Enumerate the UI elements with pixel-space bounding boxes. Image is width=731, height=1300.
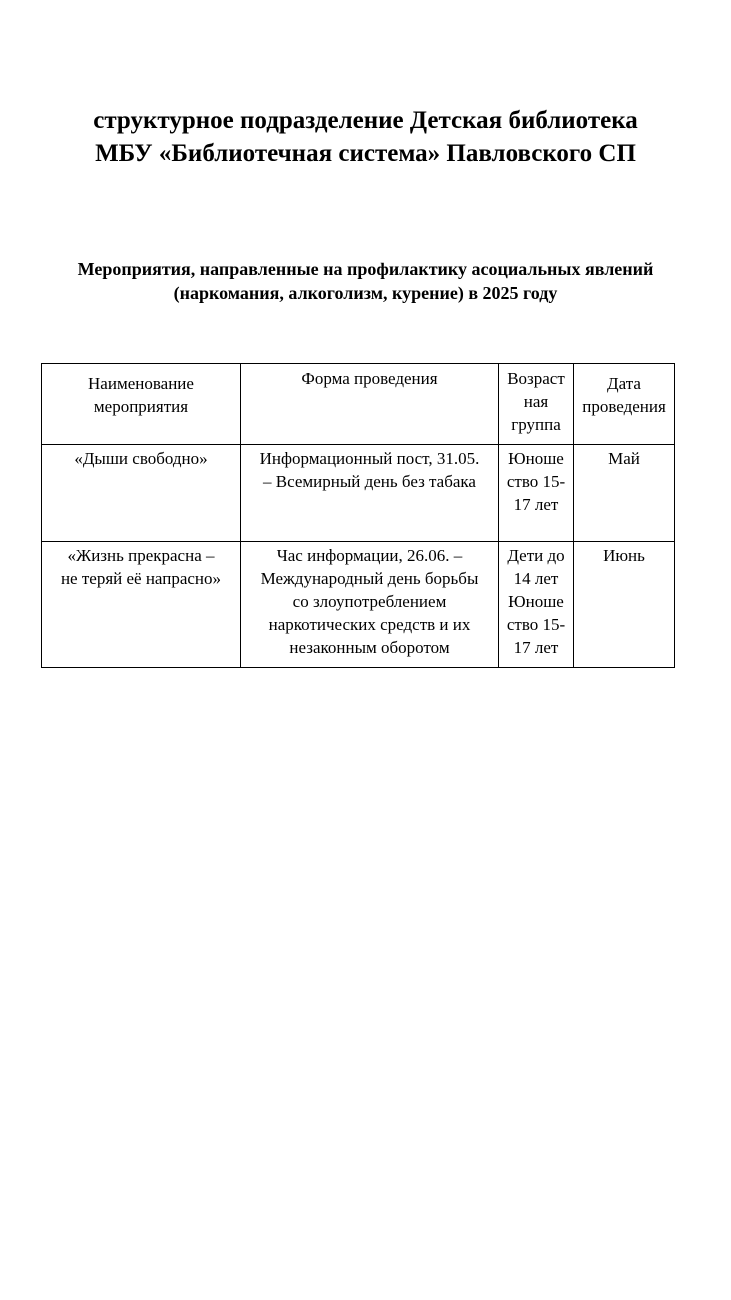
event-age-line: ство 15- xyxy=(506,472,566,491)
event-age-line: Юноше xyxy=(508,592,564,611)
header-cell-line: ная xyxy=(523,392,549,411)
event-format-line: наркотических средств и их xyxy=(268,615,471,634)
event-format-cell xyxy=(241,445,499,542)
event-format-cell xyxy=(241,542,499,668)
event-age-line: 17 лет xyxy=(513,495,559,514)
event-age-line: Дети до xyxy=(507,546,565,565)
event-name-line: не теряй её напрасно» xyxy=(60,569,222,588)
event-name-cell xyxy=(42,445,241,542)
event-name-line: «Жизнь прекрасна – xyxy=(67,546,215,565)
table-row xyxy=(42,445,675,542)
header-cell-line: Дата xyxy=(607,374,641,393)
event-age-line: 14 лет xyxy=(513,569,559,588)
header-format xyxy=(241,364,499,445)
header-cell-line: Форма проведения xyxy=(301,369,438,388)
event-age-line: ство 15- xyxy=(506,615,566,634)
header-age-group xyxy=(499,364,574,445)
document-subtitle-line-2: (наркомания, алкоголизм, курение) в 2025 году xyxy=(173,283,558,303)
header-cell-line: группа xyxy=(511,415,561,434)
event-age-line: Юноше xyxy=(508,449,564,468)
organization-title-line-1: структурное подразделение Детская библиотека xyxy=(93,107,638,134)
event-age-cell xyxy=(499,542,574,668)
table-row xyxy=(42,542,675,668)
header-cell-line: мероприятия xyxy=(93,397,189,416)
event-format-line: – Всемирный день без табака xyxy=(263,472,476,491)
organization-title xyxy=(0,104,731,170)
organization-title-line-2: МБУ «Библиотечная система» Павловского СП xyxy=(95,140,636,167)
header-cell-line: Наименование xyxy=(88,374,194,393)
header-date xyxy=(574,364,675,445)
event-age-line: 17 лет xyxy=(513,638,559,657)
header-event-name xyxy=(42,364,241,445)
events-table xyxy=(41,363,675,668)
header-cell-line: проведения xyxy=(582,397,666,416)
header-cell-line: Возраст xyxy=(507,369,565,388)
event-format-line: Международный день борьбы xyxy=(260,569,479,588)
event-date-cell xyxy=(574,542,675,668)
event-name-cell xyxy=(42,542,241,668)
document-subtitle-line-1: Мероприятия, направленные на профилактику асоциальных явлений xyxy=(77,259,654,279)
event-format-line: Информационный пост, 31.05. xyxy=(259,449,480,468)
event-format-line: незаконным оборотом xyxy=(289,638,450,657)
document-subtitle xyxy=(0,257,731,305)
event-format-line: со злоупотреблением xyxy=(292,592,447,611)
event-format-line: Час информации, 26.06. – xyxy=(276,546,463,565)
event-date-cell xyxy=(574,445,675,542)
table-header-row xyxy=(42,364,675,445)
event-name-line: «Дыши свободно» xyxy=(74,449,208,468)
event-date-line: Май xyxy=(608,449,640,468)
event-age-cell xyxy=(499,445,574,542)
event-date-line: Июнь xyxy=(603,546,645,565)
